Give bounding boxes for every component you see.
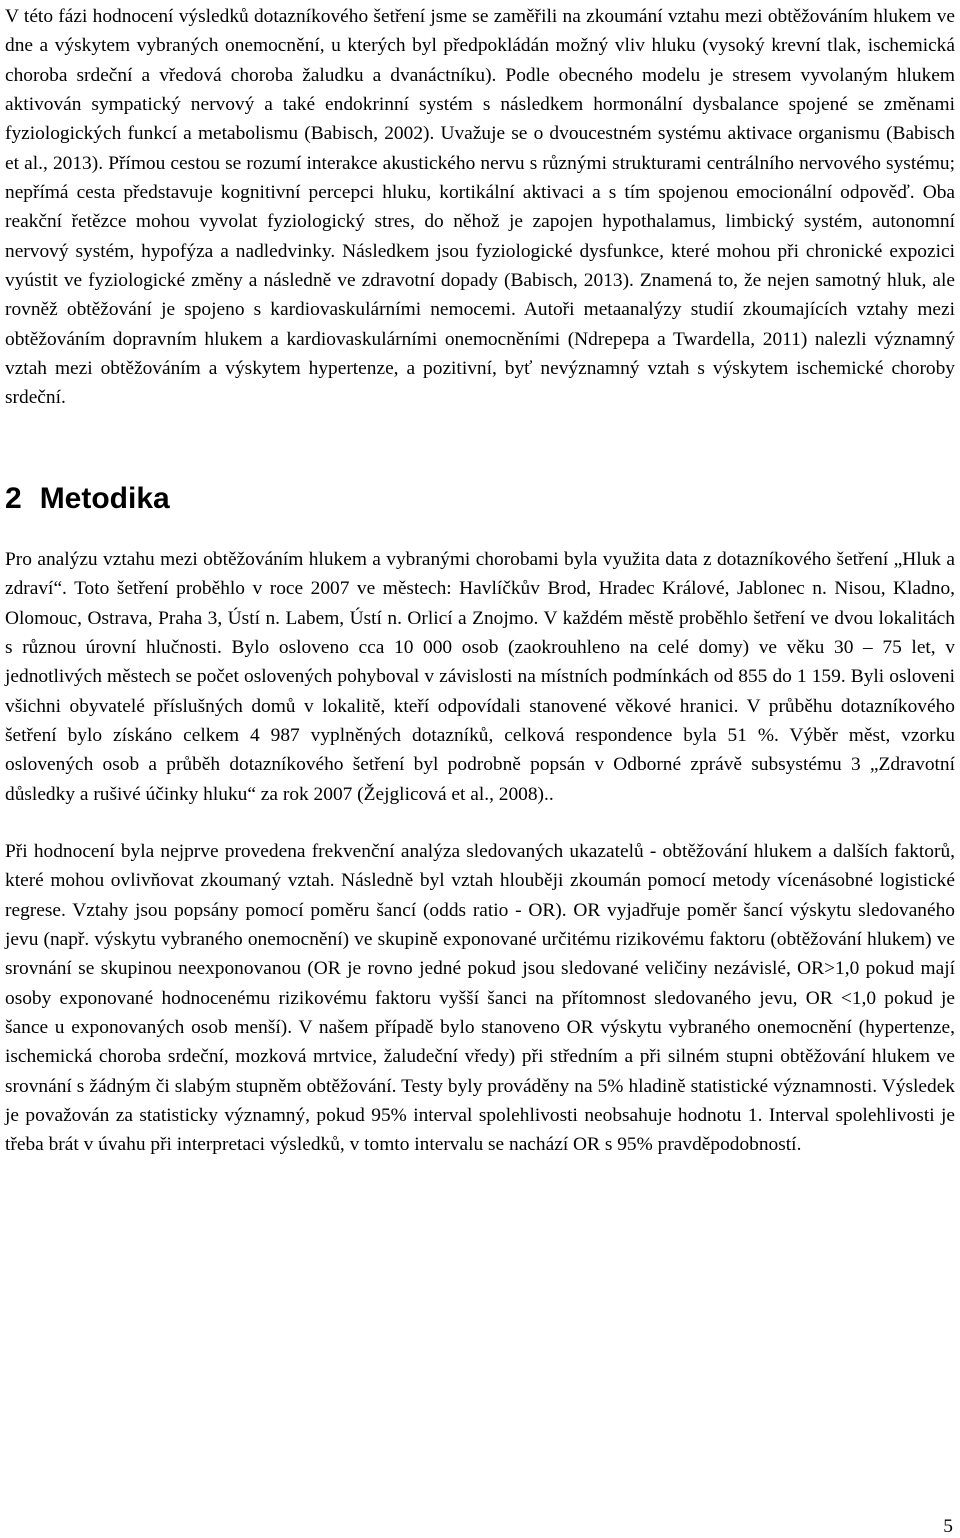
section-number: 2 [5, 481, 22, 515]
methods-paragraph: Pro analýzu vztahu mezi obtěžováním hlukem a vybranými chorobami byla využita data z dotazníkového šetření „Hluk a zdraví“. Toto šetření proběhlo v roce 2007 ve městech: Havlíčkův Brod, Hradec Králové, Jablonec n. Nisou, Kladno, Olomouc, Ostrava, Praha 3, Ústí n. Labem, Ústí n. Orlicí a Znojmo. V každém městě proběhlo šetření ve dvou lokalitách s různou úrovní hlučnosti. Bylo osloveno cca 10 000 osob (zaokrouhleno na celé domy) ve věku 30 – 75 let, v jednotlivých městech se počet oslovených pohyboval v závislosti na místních podmínkách od 855 do 1 159. Byli osloveni všichni obyvatelé příslušných domů v lokalitě, kteří odpovídali stanovené věkové hranici. V průběhu dotazníkového šetření bylo získáno celkem 4 987 vyplněných dotazníků, celková respondence byla 51 %. Výběr měst, vzorku oslovených osob a průběh dotazníkového šetření byl podrobně popsán v Odborné zprávě subsystému 3 „Zdravotní důsledky a rušivé účinky hluku“ za rok 2007 (Žejglicová et al., 2008).. [5, 548, 955, 805]
document-page [5, 2, 955, 1160]
section-heading [5, 481, 955, 517]
analysis-paragraph: Při hodnocení byla nejprve provedena frekvenční analýza sledovaných ukazatelů - obtěžování hlukem a dalších faktorů, které mohou ovlivňovat zkoumaný vztah. Následně byl vztah hlouběji zkoumán pomocí metody vícenásobné logistické regrese. Vztahy jsou popsány pomocí poměru šancí (odds ratio - OR). OR vyjadřuje poměr šancí výskytu sledovaného jevu (např. výskytu vybraného onemocnění) ve skupině exponované určitému rizikovému faktoru (obtěžování hlukem) ve srovnání se skupinou neexponovanou (OR je rovno jedné pokud jsou sledované veličiny nezávislé, OR>1,0 pokud mají osoby exponované hodnocenému rizikovému faktoru vyšší šanci na přítomnost sledovaného jevu, OR <1,0 pokud je šance u exponovaných osob menší). V našem případě bylo stanoveno OR výskytu vybraného onemocnění (hypertenze, ischemická choroba srdeční, mozková mrtvice, žaludeční vředy) při středním a při silném stupni obtěžování hlukem ve srovnání s žádným či slabým stupněm obtěžování. Testy byly prováděny na 5% hladině statistické významnosti. Výsledek je považován za statisticky významný, pokud 95% interval spolehlivosti neobsahuje hodnotu 1. Interval spolehlivosti je třeba brát v úvahu při interpretaci výsledků, v tomto intervalu se nachází OR s 95% pravděpodobností. [5, 840, 955, 1156]
section-title: Metodika [39, 481, 170, 515]
page-number: 5 [943, 1516, 953, 1537]
intro-paragraph: V této fázi hodnocení výsledků dotazníkového šetření jsme se zaměřili na zkoumání vztahu mezi obtěžováním hlukem ve dne a výskytem vybraných onemocnění, u kterých byl předpokládán možný vliv hluku (vysoký krevní tlak, ischemická choroba srdeční a vředová choroba žaludku a dvanáctníku). Podle obecného modelu je stresem vyvolaným hlukem aktivován sympatický nervový a také endokrinní systém s následkem hormonální dysbalance spojené se změnami fyziologických funkcí a metabolismu (Babisch, 2002). Uvažuje se o dvoucestném systému aktivace organismu (Babisch et al., 2013). Přímou cestou se rozumí interakce akustického nervu s různými strukturami centrálního nervového systému; nepřímá cesta představuje kognitivní percepci hluku, kortikální aktivaci a s tím spojenou emocionální odpověď. Oba reakční řetězce mohou vyvolat fyziologický stres, do něhož je zapojen hypothalamus, limbický systém, autonomní nervový systém, hypofýza a nadledvinky. Následkem jsou fyziologické dysfunkce, které mohou při chronické expozici vyústit ve fyziologické změny a následně ve zdravotní dopady (Babisch, 2013). Znamená to, že nejen samotný hluk, ale rovněž obtěžování je spojeno s kardiovaskulárními nemocemi. Autoři metaanalýzy studií zkoumajících vztahy mezi obtěžováním dopravním hlukem a kardiovaskulárními onemocněními (Ndrepepa a Twardella, 2011) nalezli významný vztah mezi obtěžováním a výskytem hypertenze, a pozitivní, byť nevýznamný vztah s výskytem ischemické choroby srdeční. [5, 6, 955, 409]
